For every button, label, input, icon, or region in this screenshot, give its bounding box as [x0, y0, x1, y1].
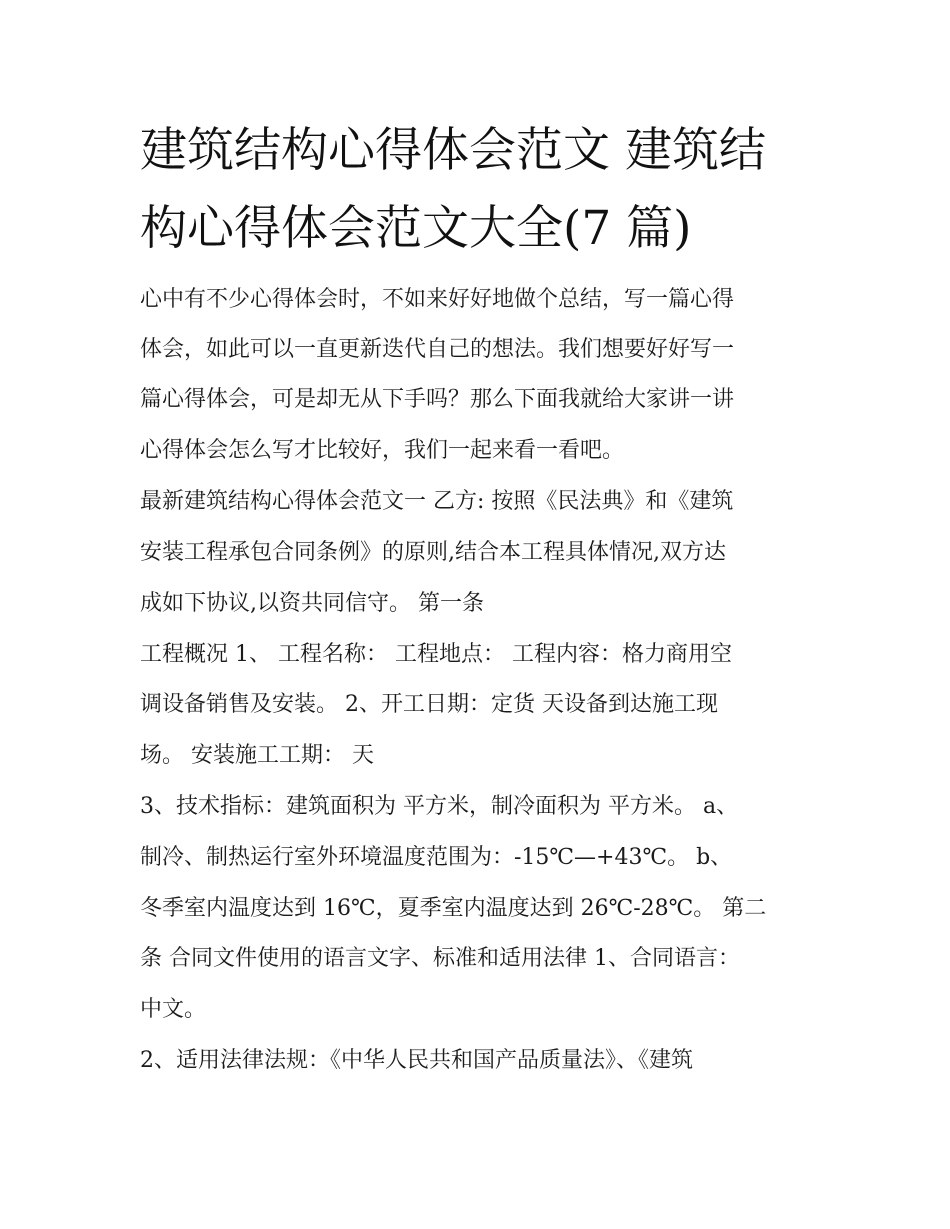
body-line-15: 中文。 [140, 997, 207, 1022]
body-line-7: 成如下协议,以资共同信守。 第一条 [140, 591, 484, 616]
title-line-2: 构心得体会范文大全(7 篇) [140, 201, 692, 256]
body-line-8: 工程概况 1、 工程名称： 工程地点： 工程内容：格力商用空 [140, 642, 732, 667]
body-line-9: 调设备销售及安装。 2、开工日期：定货 天设备到达施工现 [140, 692, 718, 717]
body-line-11: 3、技术指标：建筑面积为 平方米，制冷面积为 平方米。 a、 [140, 794, 739, 819]
body-line-13: 冬季室内温度达到 16℃，夏季室内温度达到 26℃-28℃。 第二 [140, 896, 767, 921]
body-line-1: 心中有不少心得体会时，不如来好好地做个总结，写一篇心得 [140, 287, 735, 312]
title-line-1: 建筑结构心得体会范文 建筑结 [140, 123, 766, 178]
body-line-16: 2、适用法律法规：《中华人民共和国产品质量法》、《建筑 [140, 1048, 693, 1073]
body-line-12: 制冷、制热运行室外环境温度范围为：-15℃—+43℃。 b、 [140, 845, 733, 870]
body-line-6: 安装工程承包合同条例》的原则,结合本工程具体情况,双方达 [140, 540, 726, 565]
document-title [140, 112, 840, 268]
body-line-5: 最新建筑结构心得体会范文一 乙方: 按照《民法典》和《建筑 [140, 489, 734, 514]
body-line-14: 条 合同文件使用的语言文字、标准和适用法律 1、合同语言： [140, 946, 740, 971]
body-line-10: 场。 安装施工工期： 天 [140, 743, 374, 768]
body-line-2: 体会，如此可以一直更新迭代自己的想法。我们想要好好写一 [140, 337, 735, 362]
body-line-3: 篇心得体会，可是却无从下手吗？那么下面我就给大家讲一讲 [140, 387, 735, 412]
body-line-4: 心得体会怎么写才比较好，我们一起来看一看吧。 [140, 438, 625, 463]
